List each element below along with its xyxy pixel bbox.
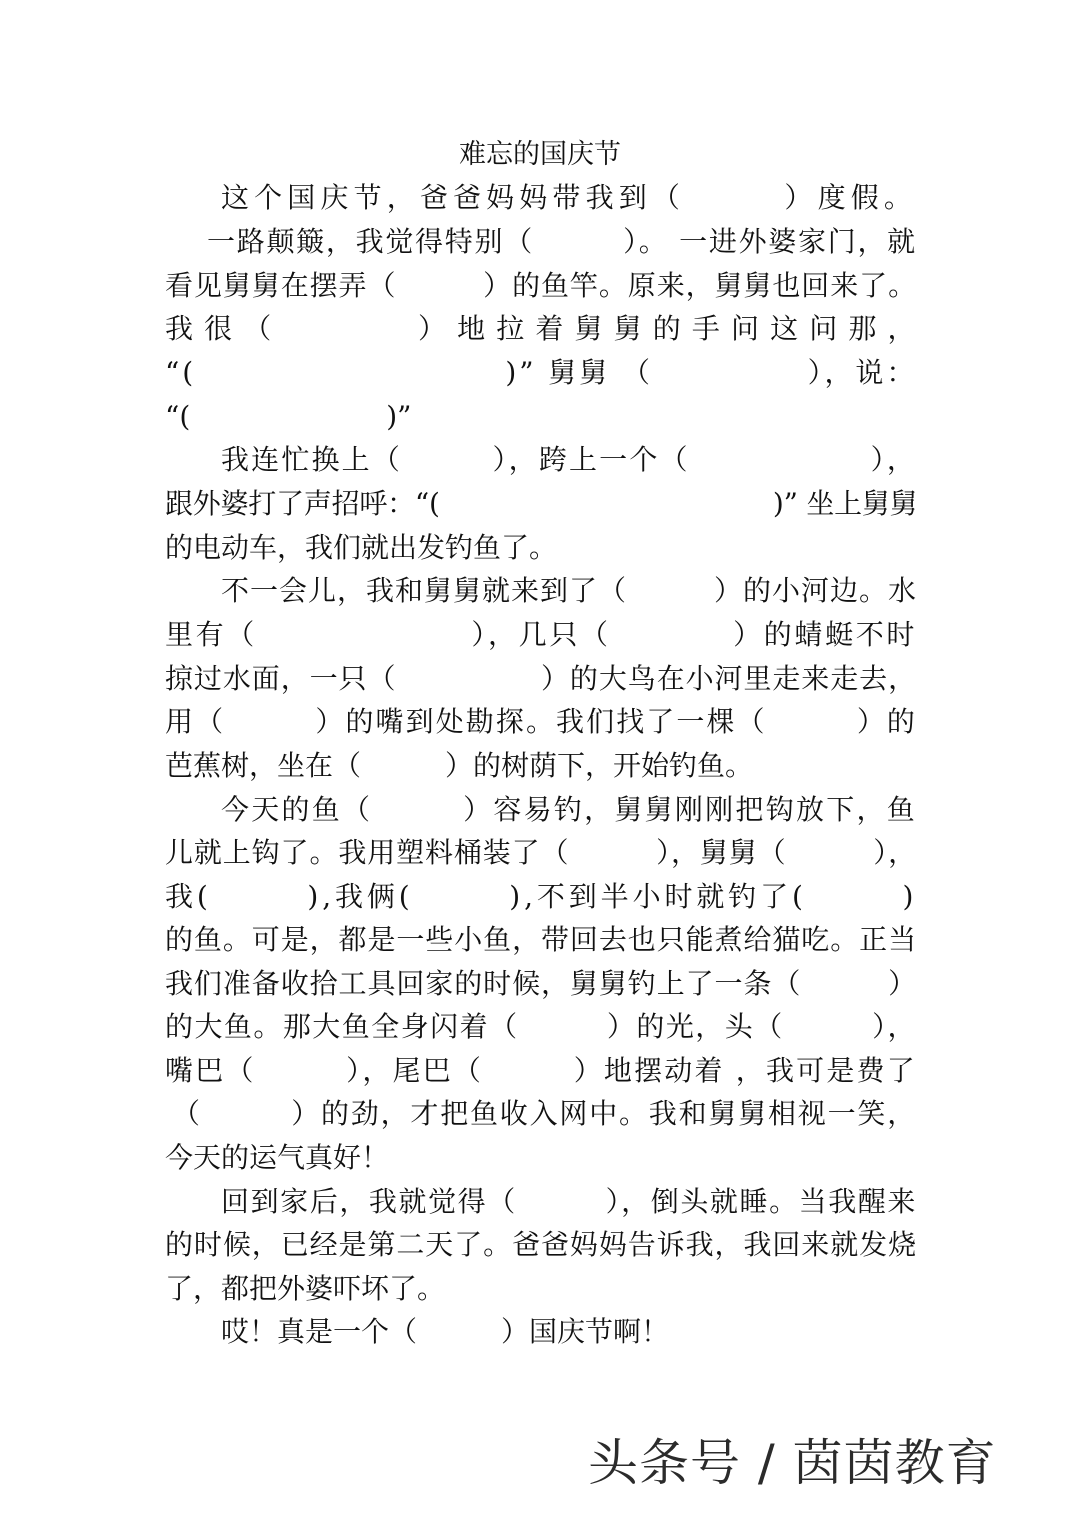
text-line: 我连忙换上（ ），跨上一个（ ）， — [221, 443, 918, 476]
text-line: 儿就上钩了。我用塑料桶装了（ ），舅舅（ ）， — [165, 836, 918, 869]
text-line: “( )” 舅舅 （ ），说： — [165, 356, 918, 389]
text-line: 的鱼。可是，都是一些小鱼，带回去也只能煮给猫吃。正当 — [165, 923, 918, 956]
text-line: 用（ ）的嘴到处勘探。我们找了一棵（ ）的 — [165, 705, 918, 738]
text-line: 今天的鱼（ ）容易钓，舅舅刚刚把钩放下，鱼 — [221, 793, 918, 826]
text-line: 的电动车，我们就出发钓鱼了。 — [165, 531, 558, 564]
text-line: 里有（ ），几只（ ）的蜻蜓不时 — [165, 618, 918, 651]
text-line: 哎！真是一个（ ）国庆节啊！ — [221, 1315, 670, 1348]
text-line: 回到家后，我就觉得（ ），倒头就睡。当我醒来 — [221, 1185, 918, 1218]
text-line: 今天的运气真好！ — [165, 1141, 390, 1174]
text-line: 芭蕉树，坐在（ ）的树荫下，开始钓鱼。 — [165, 749, 754, 782]
text-line: 不一会儿，我和舅舅就来到了（ ）的小河边。水 — [221, 574, 918, 607]
text-line: 一路颠簸，我觉得特别（ ）。 一进外婆家门，就 — [207, 225, 917, 258]
document-title: 难忘的国庆节 — [459, 139, 621, 170]
text-line: 我 很 （ ） 地 拉 着 舅 舅 的 手 问 这 问 那 ， — [165, 312, 917, 345]
text-line: 的时候，已经是第二天了。爸爸妈妈告诉我，我回来就发烧 — [165, 1228, 918, 1261]
text-line: 嘴巴（ ），尾巴（ ）地摆动着 ，我可是费了 — [165, 1054, 917, 1087]
text-line: 了，都把外婆吓坏了。 — [165, 1272, 446, 1305]
watermark: 头条号 / 茵茵教育 — [588, 1434, 997, 1492]
text-line: 这个国庆节，爸爸妈妈带我到（ ）度假。 — [221, 181, 918, 214]
text-line: 的大鱼。那大鱼全身闪着（ ）的光，头（ ）， — [165, 1010, 918, 1043]
text-line: 我( ),我俩( ),不到半小时就钓了( ) — [165, 880, 918, 913]
text-line: “( )” — [165, 400, 412, 433]
text-line: 看见舅舅在摆弄（ ）的鱼竿。原来，舅舅也回来了。 — [165, 269, 918, 302]
text-line: 我们准备收拾工具回家的时候，舅舅钓上了一条（ ） — [165, 967, 918, 1000]
text-line: （ ）的劲，才把鱼收入网中。我和舅舅相视一笑， — [172, 1097, 918, 1130]
text-line: 跟外婆打了声招呼：“( )” 坐上舅舅 — [165, 487, 918, 520]
text-line: 掠过水面，一只（ ）的大鸟在小河里走来走去， — [165, 662, 918, 695]
